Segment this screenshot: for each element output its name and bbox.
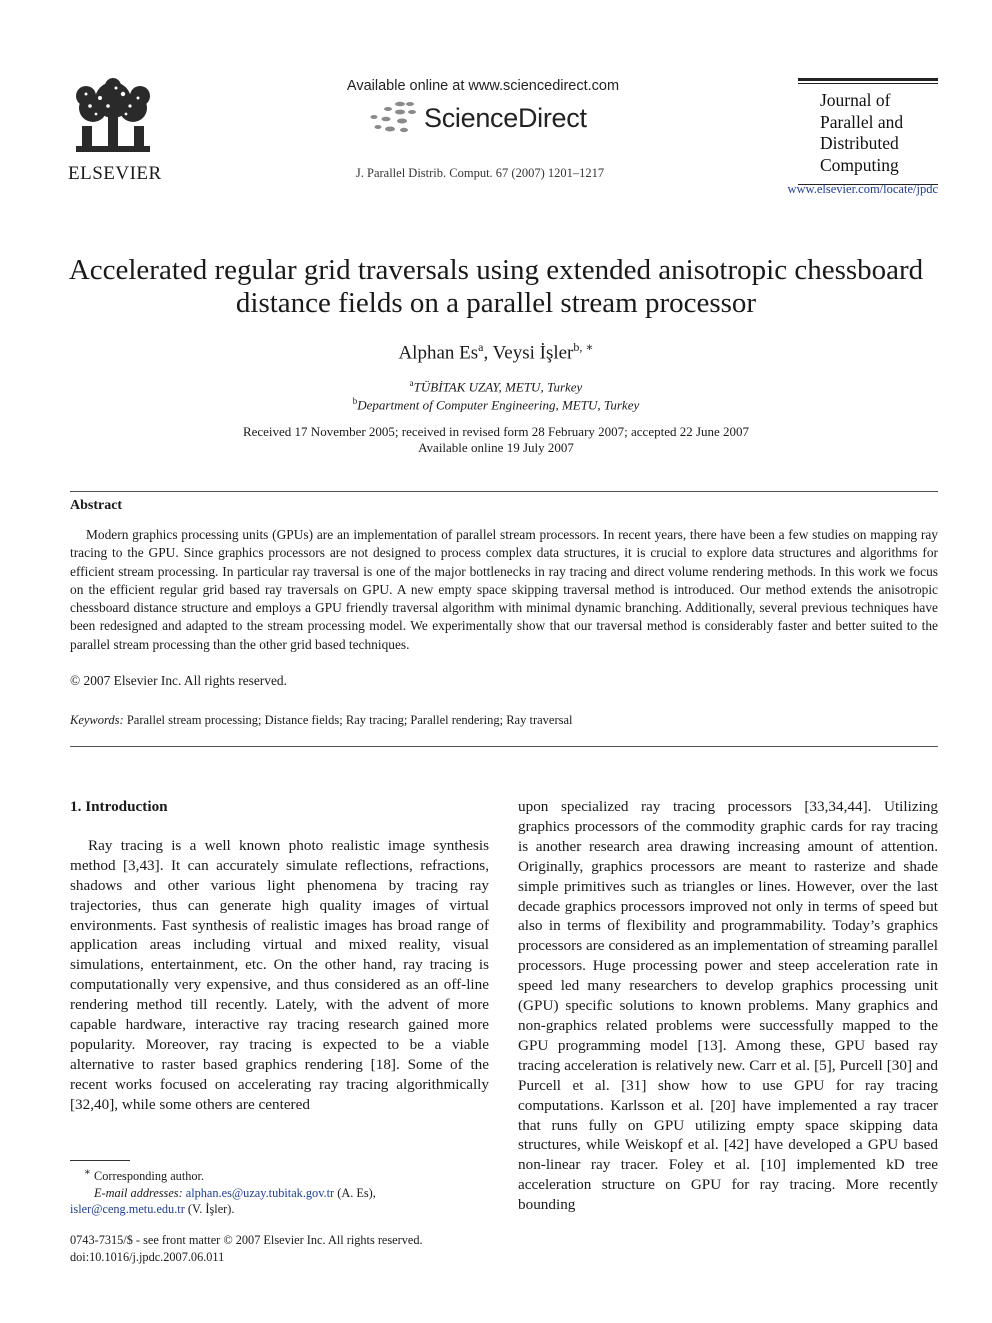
keywords xyxy=(70,713,938,728)
sciencedirect-wordmark: ScienceDirect xyxy=(424,103,587,133)
email-owner-isler: (V. İşler). xyxy=(187,1202,235,1217)
affiliation-b xyxy=(60,396,932,413)
affiliation-mark: b xyxy=(352,396,358,406)
email-addresses-continued xyxy=(70,1201,489,1218)
column-left xyxy=(70,797,489,1115)
abstract-heading: Abstract xyxy=(70,498,123,513)
available-online-text: Available online at www.sciencedirect.com xyxy=(346,78,620,94)
column-right xyxy=(518,797,938,1215)
journal-name-line: Distributed xyxy=(820,133,899,153)
author-list xyxy=(60,340,932,364)
author-affiliation-mark: b, ∗ xyxy=(573,340,594,354)
corresponding-author-label: Corresponding author. xyxy=(94,1169,205,1184)
received-dates: Received 17 November 2005; received in revised form 28 February 2007; accepted 22 June 2007 xyxy=(242,424,750,439)
divider-top xyxy=(70,491,938,492)
corresponding-author-note xyxy=(70,1165,489,1185)
author-name: Alphan Es xyxy=(398,342,479,364)
author-affiliation-mark: a xyxy=(478,340,484,354)
affiliation-text: TÜBİTAK UZAY, METU, Turkey xyxy=(413,379,583,395)
abstract-copyright: © 2007 Elsevier Inc. All rights reserved. xyxy=(70,673,287,688)
journal-citation: J. Parallel Distrib. Comput. 67 (2007) 1201–1217 xyxy=(355,166,605,180)
journal-name-line: Parallel and xyxy=(820,111,904,132)
email-addresses xyxy=(70,1185,489,1202)
affiliation-text: Department of Computer Engineering, METU, Turkey xyxy=(357,397,640,413)
footnote-mark: ∗ xyxy=(84,1167,91,1178)
email-link-es[interactable]: alphan.es@uzay.tubitak.gov.tr xyxy=(185,1185,335,1200)
elsevier-logo xyxy=(68,78,160,182)
divider-bottom xyxy=(70,746,938,747)
author-separator: , xyxy=(483,342,493,364)
journal-name xyxy=(798,84,938,180)
sciencedirect-logo xyxy=(364,100,604,140)
journal-name-line: Journal of xyxy=(820,90,891,110)
email-label: E-mail addresses: xyxy=(94,1185,183,1200)
email-owner-es: (A. Es), xyxy=(337,1185,376,1200)
title-line: distance fields on a parallel stream processor xyxy=(235,287,757,319)
intro-paragraph-continued: upon specialized ray tracing processors [33,34,44]. Utilizing graphics processors of the commodity graphic cards for ray tracing is another research area drawing increasing amount of attention. Originally, graphics processors are meant to rasterize and shade simple primitives such as triangles or lines. However, over the last decade graphics processors improved not only in terms of speed but also in terms of flexibility and programmability. Today’s graphics processors are considered as an implementation of streaming parallel processors. Huge processing power and steep acceleration rate in speed led many researchers to develop graphics processing unit (GPU) specific solutions to known problems. Many graphics and non-graphics related problems were successfully mapped to the GPU programming model [13]. Among these, GPU based ray tracing acceleration is relatively new. Carr et al. [5], Purcell [30] and Purcell et al. [31] show how to use GPU for ray tracing computations. Karlsson et al. [20] have implemented a ray tracer that runs fully on GPU utilizing empty space skipping data structures, while Weiskopf et al. [42] have developed a GPU based non-linear ray tracer. Foley et al. [10] implemented kD tree acceleration structure on GPU for ray tracing. More recently bounding xyxy=(518,798,938,1214)
journal-name-box xyxy=(798,78,938,185)
elsevier-wordmark: ELSEVIER xyxy=(68,163,162,184)
doi-line: doi:10.1016/j.jpdc.2007.06.011 xyxy=(70,1249,225,1264)
title-line: Accelerated regular grid traversals using extended anisotropic chessboard xyxy=(68,254,924,286)
abstract-body: Modern graphics processing units (GPUs) are an implementation of parallel stream processors. In recent years, there have been a few studies on mapping ray tracing to the GPU. Since graphics processors are not designed to process complex data structures, it is crucial to explore data structures and algorithms for efficient stream processing. In particular ray traversal is one of the major bottlenecks in ray tracing and direct volume rendering methods. In this work we focus on the efficient regular grid based ray traversals on GPU. A new empty space skipping traversal method is introduced. Our method extends the anisotropic chessboard distance structure and employs a GPU friendly traversal algorithm with minimal dynamic branching. Additionally, several previous techniques have been redesigned and adapted to the stream processing model. We experimentally show that our traversal method is considerably faster and better suited to the parallel stream processing than the other grid based techniques. xyxy=(70,527,938,652)
issn-line: 0743-7315/$ - see front matter © 2007 Elsevier Inc. All rights reserved. xyxy=(70,1233,423,1247)
article-info xyxy=(70,1232,489,1265)
intro-paragraph: Ray tracing is a well known photo realistic image synthesis method [3,43]. It can accurately simulate reflections, refractions, shadows and other various light phenomena by tracing ray trajectories, thus can generate high quality images of virtual environments. Fast synthesis of realistic images has broad range of application areas including virtual and mixed reality, visual simulations, entertainment, etc. On the other hand, ray tracing is computationally very expensive, and thus considered as an off-line rendering method till recently. Lately, with the advent of more capable hardware, interactive ray tracing research gained more popularity. Moreover, ray tracing is expected to be a viable alternative to raster based graphics rendering [18]. Some of the recent works focused on accelerating ray tracing algorithmically [32,40], while some others are centered xyxy=(70,836,489,1113)
affiliation-mark: a xyxy=(409,378,414,388)
paper-title xyxy=(60,254,932,320)
journal-url-link[interactable]: www.elsevier.com/locate/jpdc xyxy=(787,182,938,196)
footnote xyxy=(70,1165,489,1218)
footnote-rule xyxy=(70,1160,130,1161)
journal-name-line: Computing xyxy=(820,154,899,175)
email-link-isler[interactable]: isler@ceng.metu.edu.tr xyxy=(70,1202,185,1217)
section-heading-introduction: 1. Introduction xyxy=(70,798,168,815)
available-online-date: Available online 19 July 2007 xyxy=(418,440,574,455)
sciencedirect-dots-icon xyxy=(364,100,420,140)
affiliation-a xyxy=(60,378,932,395)
journal-rule-top xyxy=(798,78,938,81)
elsevier-tree-icon xyxy=(68,78,158,160)
keywords-label: Keywords: xyxy=(70,713,124,727)
keywords-list: Parallel stream processing; Distance fields; Ray tracing; Parallel rendering; Ray traversal xyxy=(126,713,573,727)
author-name: Veysi İşler xyxy=(492,342,574,364)
